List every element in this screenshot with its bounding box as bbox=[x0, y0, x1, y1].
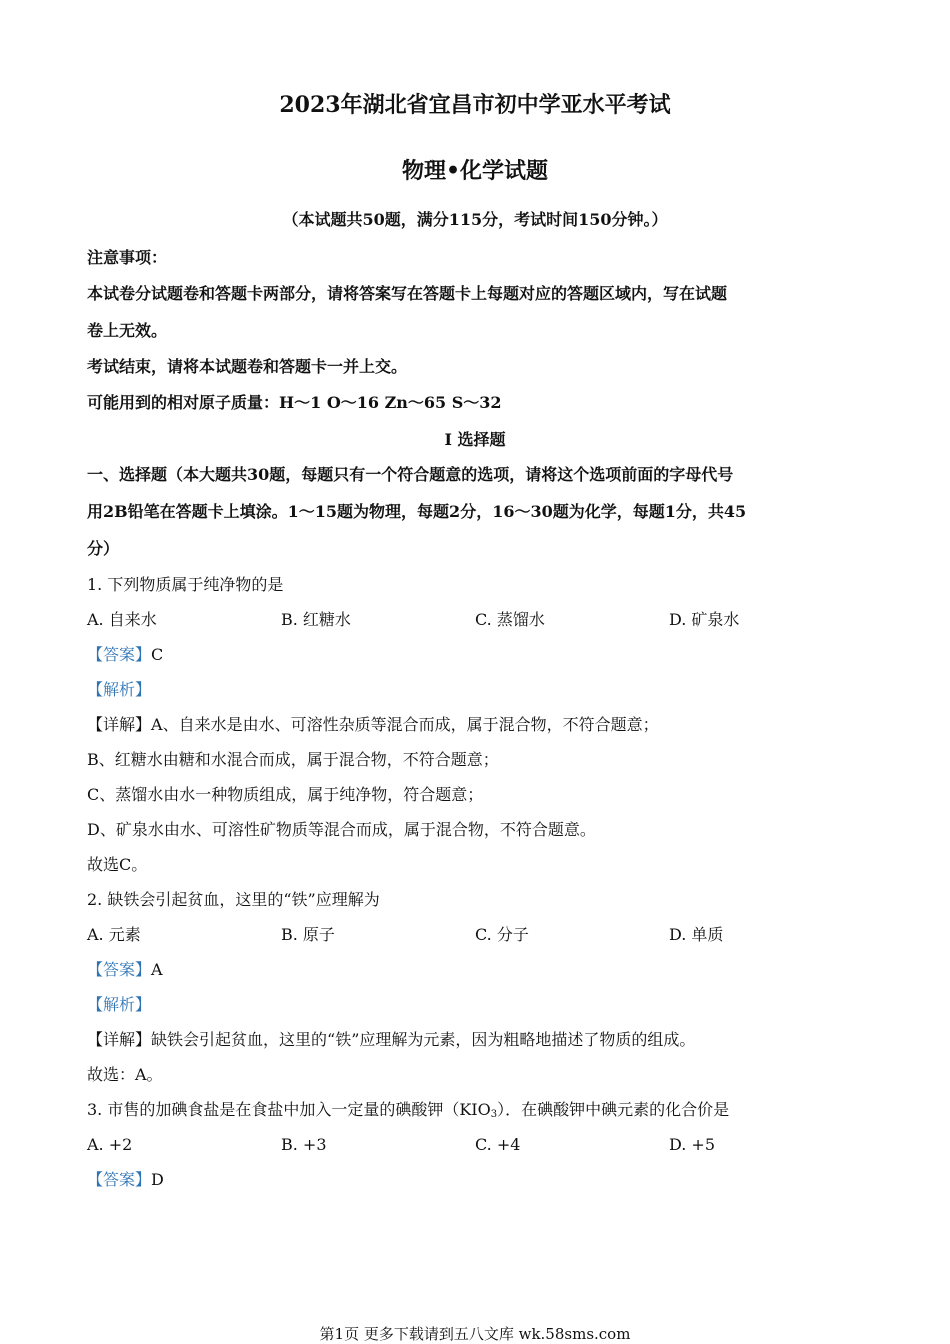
section-desc-1: 一、选择题（本大题共30题，每题只有一个符合题意的选项，请将这个选项前面的字母代号 bbox=[87, 465, 734, 484]
answer-tag: 【答案】 bbox=[87, 960, 152, 979]
q1-option-a: A. 自来水 bbox=[87, 610, 157, 629]
q2-option-b: B. 原子 bbox=[281, 925, 335, 944]
q2-option-d: D. 单质 bbox=[669, 925, 724, 944]
q1-question: 1. 下列物质属于纯净物的是 bbox=[87, 575, 284, 594]
q2-question: 2. 缺铁会引起贫血，这里的“铁”应理解为 bbox=[87, 890, 380, 909]
answer-value: D bbox=[151, 1170, 164, 1189]
q3-answer bbox=[87, 1168, 164, 1192]
q1-detail-line: C、蒸馏水由水一种物质组成，属于纯净物，符合题意； bbox=[87, 785, 484, 804]
q1-detail-line: D、矿泉水由水、可溶性矿物质等混合而成，属于混合物，不符合题意。 bbox=[87, 820, 596, 839]
notice-heading: 注意事项： bbox=[87, 248, 168, 267]
detail-text: 缺铁会引起贫血，这里的“铁”应理解为元素，因为粗略地描述了物质的组成。 bbox=[151, 1030, 696, 1049]
q1-detail-line: B、红糖水由糖和水混合而成，属于混合物，不符合题意； bbox=[87, 750, 499, 769]
answer-tag: 【答案】 bbox=[87, 645, 152, 664]
notice-line-1a: 本试卷分试题卷和答题卡两部分，请将答案写在答题卡上每题对应的答题区域内，写在试题 bbox=[87, 284, 728, 303]
exam-title: 2023年湖北省宜昌市初中学亚水平考试 bbox=[279, 92, 671, 118]
q1-option-c: C. 蒸馏水 bbox=[475, 610, 545, 629]
detail-tag: 【详解】 bbox=[87, 1030, 152, 1049]
exam-subtitle: 物理•化学试题 bbox=[401, 158, 549, 184]
q3-option-b: B. +3 bbox=[281, 1135, 327, 1154]
q2-detail bbox=[87, 1028, 695, 1052]
q3-question-pre: 3. 市售的加碘食盐是在食盐中加入一定量的碘酸钾（KIO bbox=[87, 1100, 491, 1119]
q2-option-a: A. 元素 bbox=[87, 925, 141, 944]
q2-option-c: C. 分子 bbox=[475, 925, 529, 944]
page-footer: 第1页 更多下载请到五八文库 wk.58sms.com bbox=[319, 1325, 631, 1343]
q1-option-d: D. 矿泉水 bbox=[669, 610, 740, 629]
detail-tag: 【详解】 bbox=[87, 715, 152, 734]
section-title: Ⅰ 选择题 bbox=[444, 430, 506, 449]
notice-line-1b: 卷上无效。 bbox=[87, 321, 168, 340]
q2-conclusion: 故选：A。 bbox=[87, 1065, 163, 1084]
q3-question-post: ）．在碘酸钾中碘元素的化合价是 bbox=[497, 1100, 730, 1119]
q2-analysis-tag: 【解析】 bbox=[87, 995, 152, 1014]
q3-option-a: A. +2 bbox=[87, 1135, 133, 1154]
q3-question-subscript: 3 bbox=[490, 1109, 498, 1120]
q1-option-b: B. 红糖水 bbox=[281, 610, 351, 629]
answer-value: A bbox=[151, 960, 163, 979]
q1-analysis-tag: 【解析】 bbox=[87, 680, 152, 699]
q3-option-c: C. +4 bbox=[475, 1135, 521, 1154]
q2-answer bbox=[87, 958, 163, 982]
q3-option-d: D. +5 bbox=[669, 1135, 716, 1154]
detail-text: A、自来水是由水、可溶性杂质等混合而成，属于混合物，不符合题意； bbox=[151, 715, 659, 734]
answer-tag: 【答案】 bbox=[87, 1170, 152, 1189]
q3-question bbox=[87, 1098, 729, 1127]
section-desc-2: 用2B铅笔在答题卡上填涂。1～15题为物理，每题2分，16～30题为化学，每题1分，共45 bbox=[87, 502, 747, 521]
section-desc-3: 分） bbox=[87, 539, 120, 558]
q1-conclusion: 故选C。 bbox=[87, 855, 148, 874]
answer-value: C bbox=[151, 645, 164, 664]
exam-info: （本试题共50题，满分115分，考试时间150分钟。） bbox=[282, 210, 668, 229]
notice-line-2: 考试结束，请将本试题卷和答题卡一并上交。 bbox=[87, 357, 408, 376]
q1-detail bbox=[87, 713, 659, 737]
notice-line-3: 可能用到的相对原子质量：H～1 O～16 Zn～65 S～32 bbox=[87, 393, 502, 412]
q1-answer bbox=[87, 643, 163, 667]
